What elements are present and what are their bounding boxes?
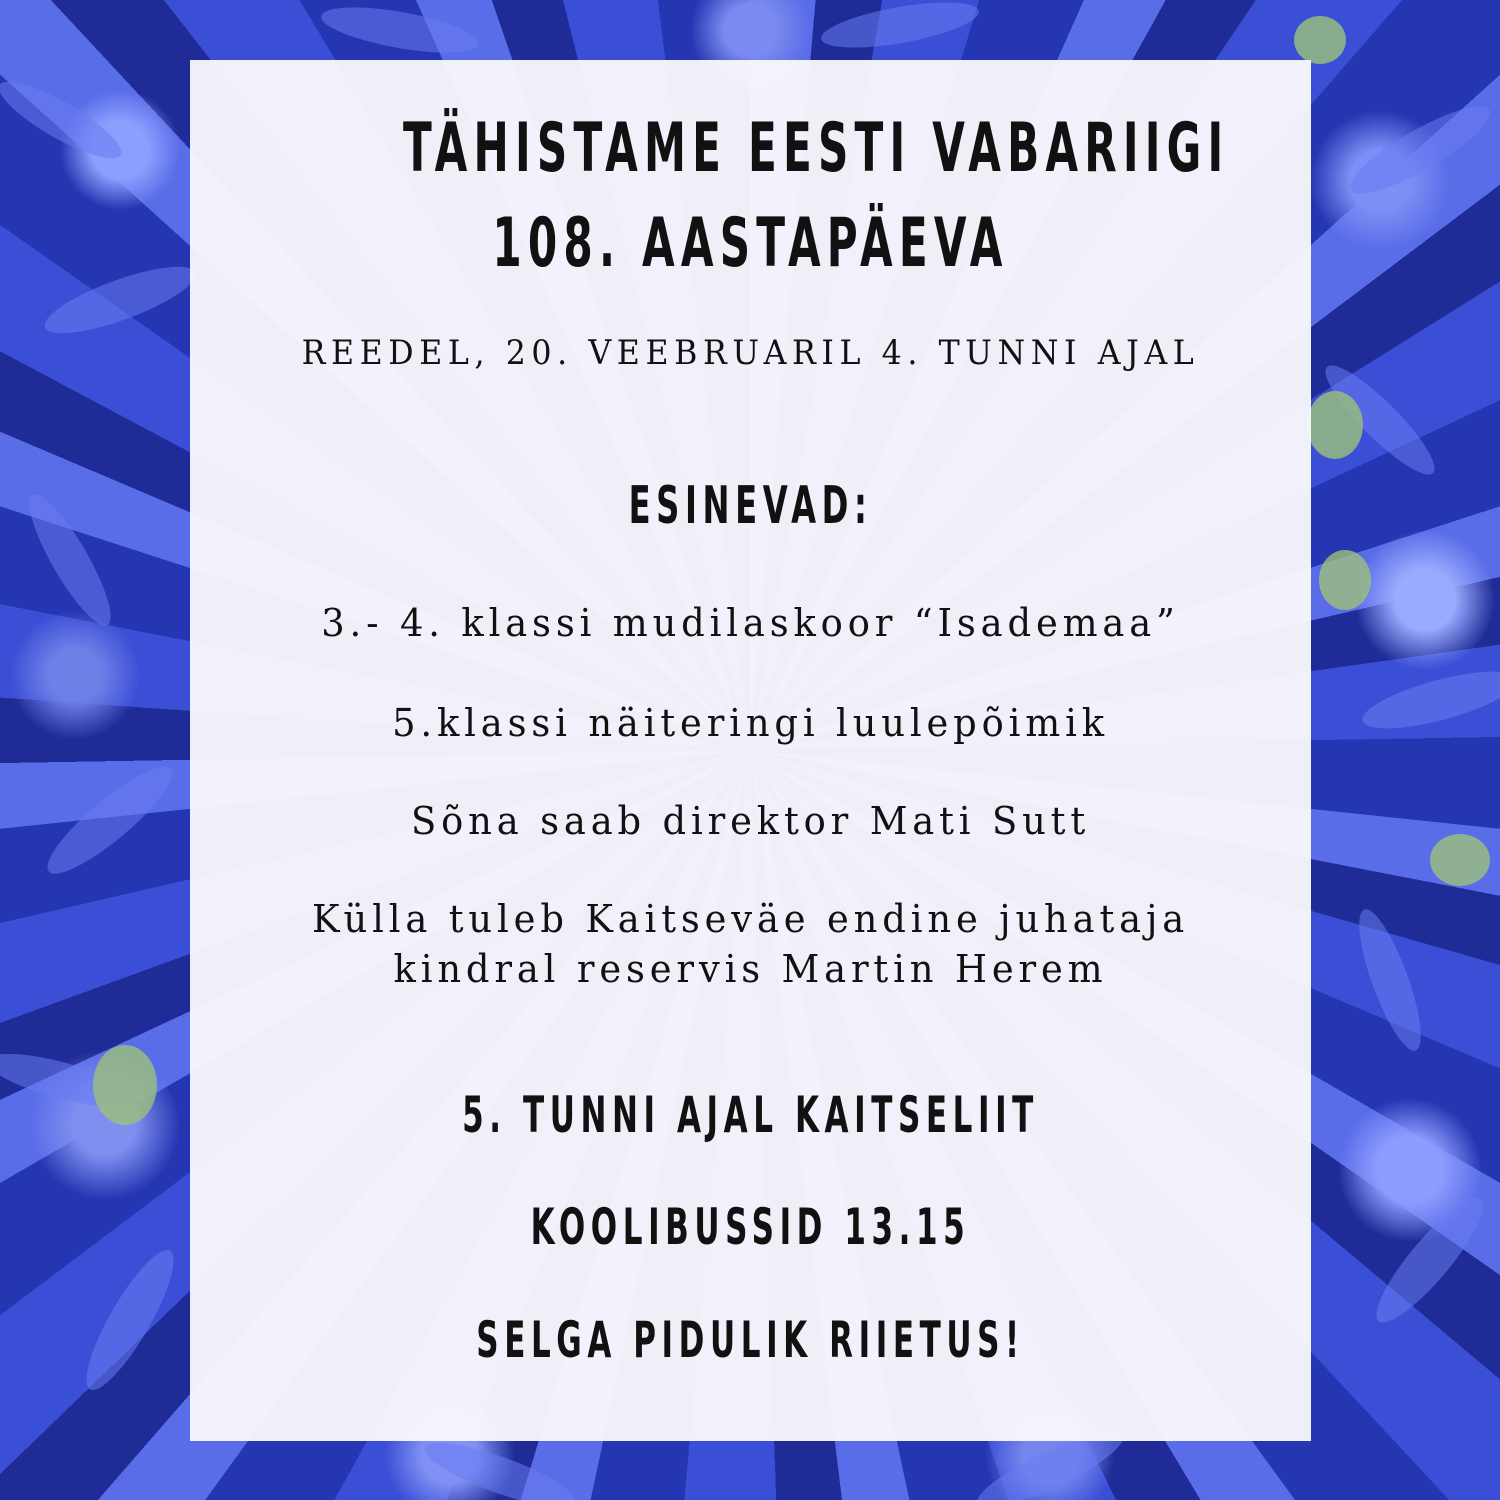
school-bus-note: KOOLIBUSSID 13.15 <box>530 1198 971 1256</box>
performer-item: Sõna saab direktor Mati Sutt <box>411 799 1090 843</box>
performers-heading: ESINEVAD: <box>628 476 873 536</box>
performer-item: kindral reservis Martin Herem <box>393 947 1108 991</box>
poster-title-line-2: 108. AASTAPÄEVA <box>492 204 1009 283</box>
fifth-lesson-note: 5. TUNNI AJAL KAITSELIIT <box>462 1086 1039 1144</box>
dress-code-note: SELGA PIDULIK RIIETUS! <box>476 1311 1025 1369</box>
announcement-card <box>190 60 1311 1441</box>
performer-item: Külla tuleb Kaitseväe endine juhataja <box>311 897 1190 941</box>
performer-item: 5.klassi näiteringi luulepõimik <box>392 701 1109 745</box>
poster-title-line-1: TÄHISTAME EESTI VABARIIGI <box>402 109 1230 188</box>
event-date: REEDEL, 20. VEEBRUARIL 4. TUNNI AJAL <box>301 333 1200 373</box>
performer-item: 3.- 4. klassi mudilaskoor “Isademaa” <box>321 601 1180 645</box>
